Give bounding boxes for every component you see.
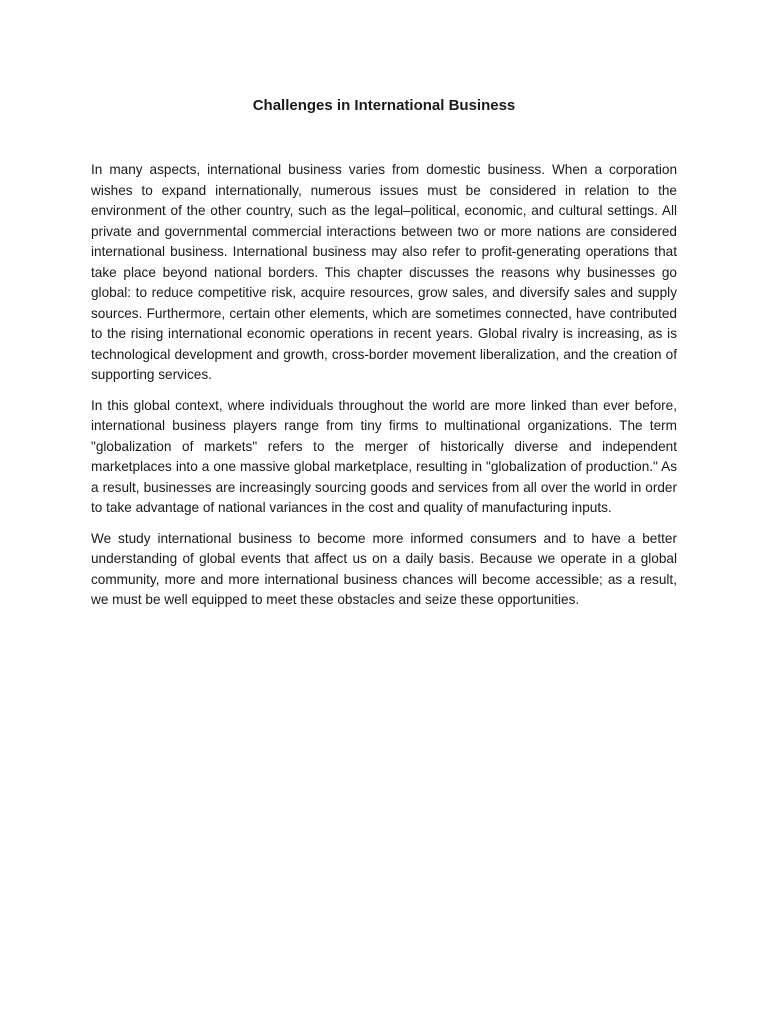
paragraph: We study international business to become more informed consumers and to have a better understanding of global events that affect us on a daily basis. Because we operate in a global community, more and more international business chances will become accessible; as a result, we must be well equipped to meet these obstacles and seize these opportunities. — [91, 530, 677, 607]
paragraph: In many aspects, international business varies from domestic business. When a corporation wishes to expand internationally, numerous issues must be considered in relation to the environment of the other country, such as the legal–political, economic, and cultural settings. All private and governmental commercial interactions between two or more nations are considered international business. International business may also refer to profit-generating operations that take place beyond national borders. This chapter discusses the reasons why businesses go global: to reduce competitive risk, acquire resources, grow sales, and diversify sales and supply sources. Furthermore, certain other elements, which are sometimes connected, have contributed to the rising international economic operations in recent years. Global rivalry is increasing, as is technological development and growth, cross-border movement liberalization, and the creation of supporting services. — [91, 162, 677, 382]
document-title: Challenges in International Business — [252, 97, 516, 114]
paragraph: In this global context, where individuals throughout the world are more linked than ever before, international business players range from tiny firms to multinational organizations. The term "globalization of markets" refers to the merger of historically diverse and independent marketplaces into a one massive global marketplace, resulting in "globalization of production." As a result, businesses are increasingly sourcing goods and services from all over the world in order to take advantage of national variances in the cost and quality of manufacturing inputs. — [91, 397, 677, 515]
document-body — [91, 160, 677, 621]
